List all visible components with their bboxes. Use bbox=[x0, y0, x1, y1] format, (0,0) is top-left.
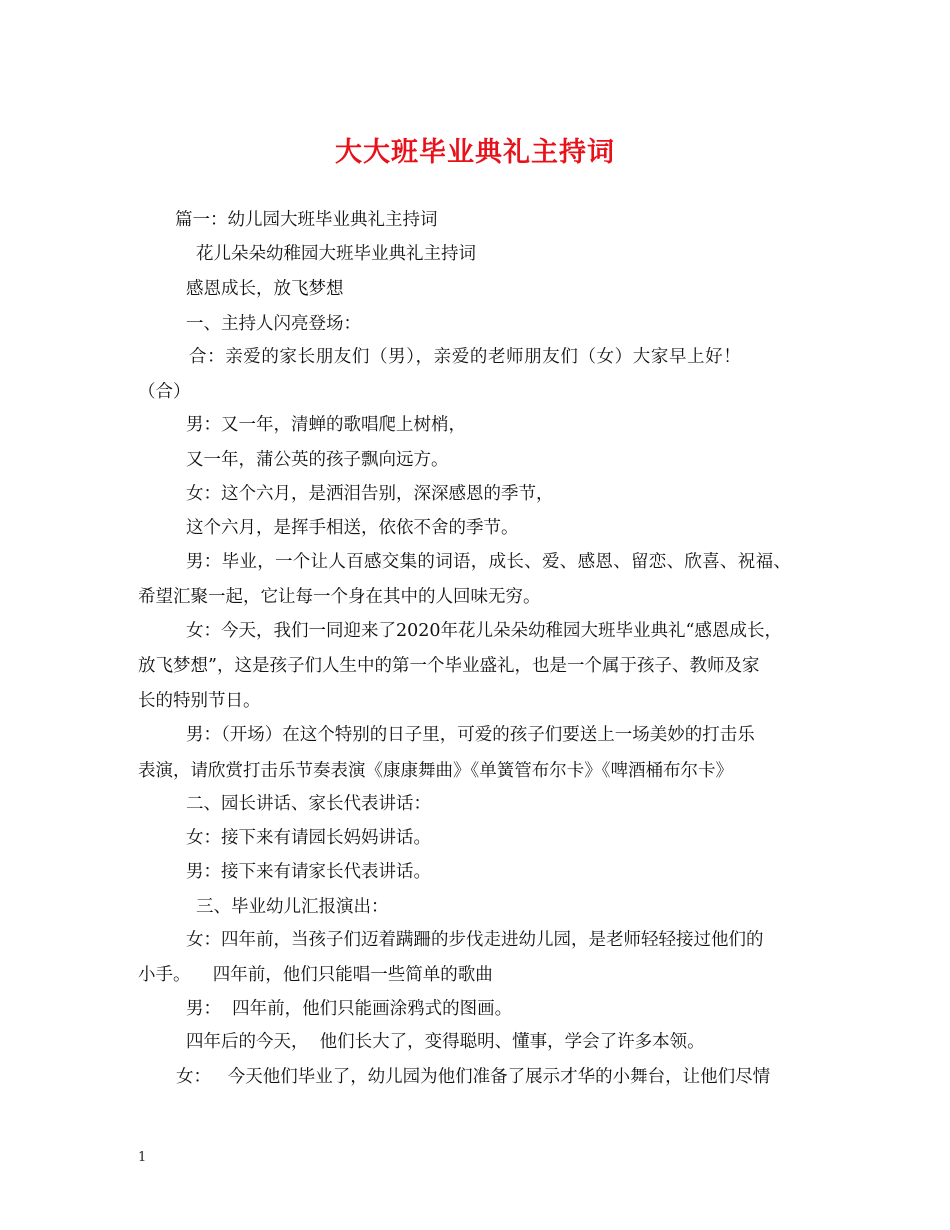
text-line: 小手。 四年前，他们只能唱一些简单的歌曲 bbox=[138, 965, 493, 985]
text-line: 女：今天，我们一同迎来了2020年花儿朵朵幼稚园大班毕业典礼“感恩成长， bbox=[186, 621, 782, 641]
text-line: 男：接下来有请家长代表讲话。 bbox=[186, 862, 431, 882]
text-line: 这个六月，是挥手相送，依依不舍的季节。 bbox=[186, 518, 519, 538]
text-line: 男：（开场）在这个特别的日子里，可爱的孩子们要送上一场美妙的打击乐 bbox=[186, 725, 755, 745]
text-line: 男： 四年前，他们只能画涂鸦式的图画。 bbox=[186, 999, 513, 1019]
text-line: 三、毕业幼儿汇报演出： bbox=[196, 897, 389, 917]
text-line: 男：毕业，一个让人百感交集的词语，成长、爱、感恩、留恋、欣喜、祝福、 bbox=[186, 552, 792, 572]
text-line: 女：接下来有请园长妈妈讲话。 bbox=[186, 828, 431, 848]
document-title: 大大班毕业典礼主持词 bbox=[335, 137, 615, 168]
text-line: 放飞梦想”，这是孩子们人生中的第一个毕业盛礼，也是一个属于孩子、教师及家 bbox=[138, 656, 760, 676]
text-line: 二、园长讲话、家长代表讲话： bbox=[186, 794, 431, 814]
text-line: 长的特别节日。 bbox=[138, 691, 261, 711]
text-line: （合） bbox=[138, 382, 191, 402]
text-line: 希望汇聚一起，它让每一个身在其中的人回味无穷。 bbox=[138, 587, 541, 607]
text-line: 女：四年前，当孩子们迈着蹒跚的步伐走进幼儿园，是老师轻轻接过他们的 bbox=[186, 930, 764, 950]
text-line: 表演，请欣赏打击乐节奏表演《康康舞曲》《单簧管布尔卡》《啤酒桶布尔卡》 bbox=[138, 761, 733, 781]
page-number: 1 bbox=[138, 1150, 147, 1165]
text-line: 四年后的今天， 他们长大了，变得聪明、懂事，学会了许多本领。 bbox=[186, 1032, 705, 1052]
text-line: 女： 今天他们毕业了，幼儿园为他们准备了展示才华的小舞台，让他们尽情 bbox=[176, 1067, 771, 1087]
text-line: 男：又一年，清蝉的歌唱爬上树梢， bbox=[186, 415, 466, 435]
text-line: 感恩成长，放飞梦想 bbox=[186, 279, 344, 299]
text-line: 合：亲爱的家长朋友们（男），亲爱的老师朋友们（女）大家早上好！ bbox=[189, 347, 742, 367]
text-line: 花儿朵朵幼稚园大班毕业典礼主持词 bbox=[196, 244, 476, 264]
text-line: 又一年，蒲公英的孩子飘向远方。 bbox=[186, 450, 449, 470]
text-line: 女：这个六月，是洒泪告别，深深感恩的季节， bbox=[186, 484, 554, 504]
text-line: 篇一：幼儿园大班毕业典礼主持词 bbox=[175, 210, 438, 230]
text-line: 一、主持人闪亮登场： bbox=[186, 314, 361, 334]
